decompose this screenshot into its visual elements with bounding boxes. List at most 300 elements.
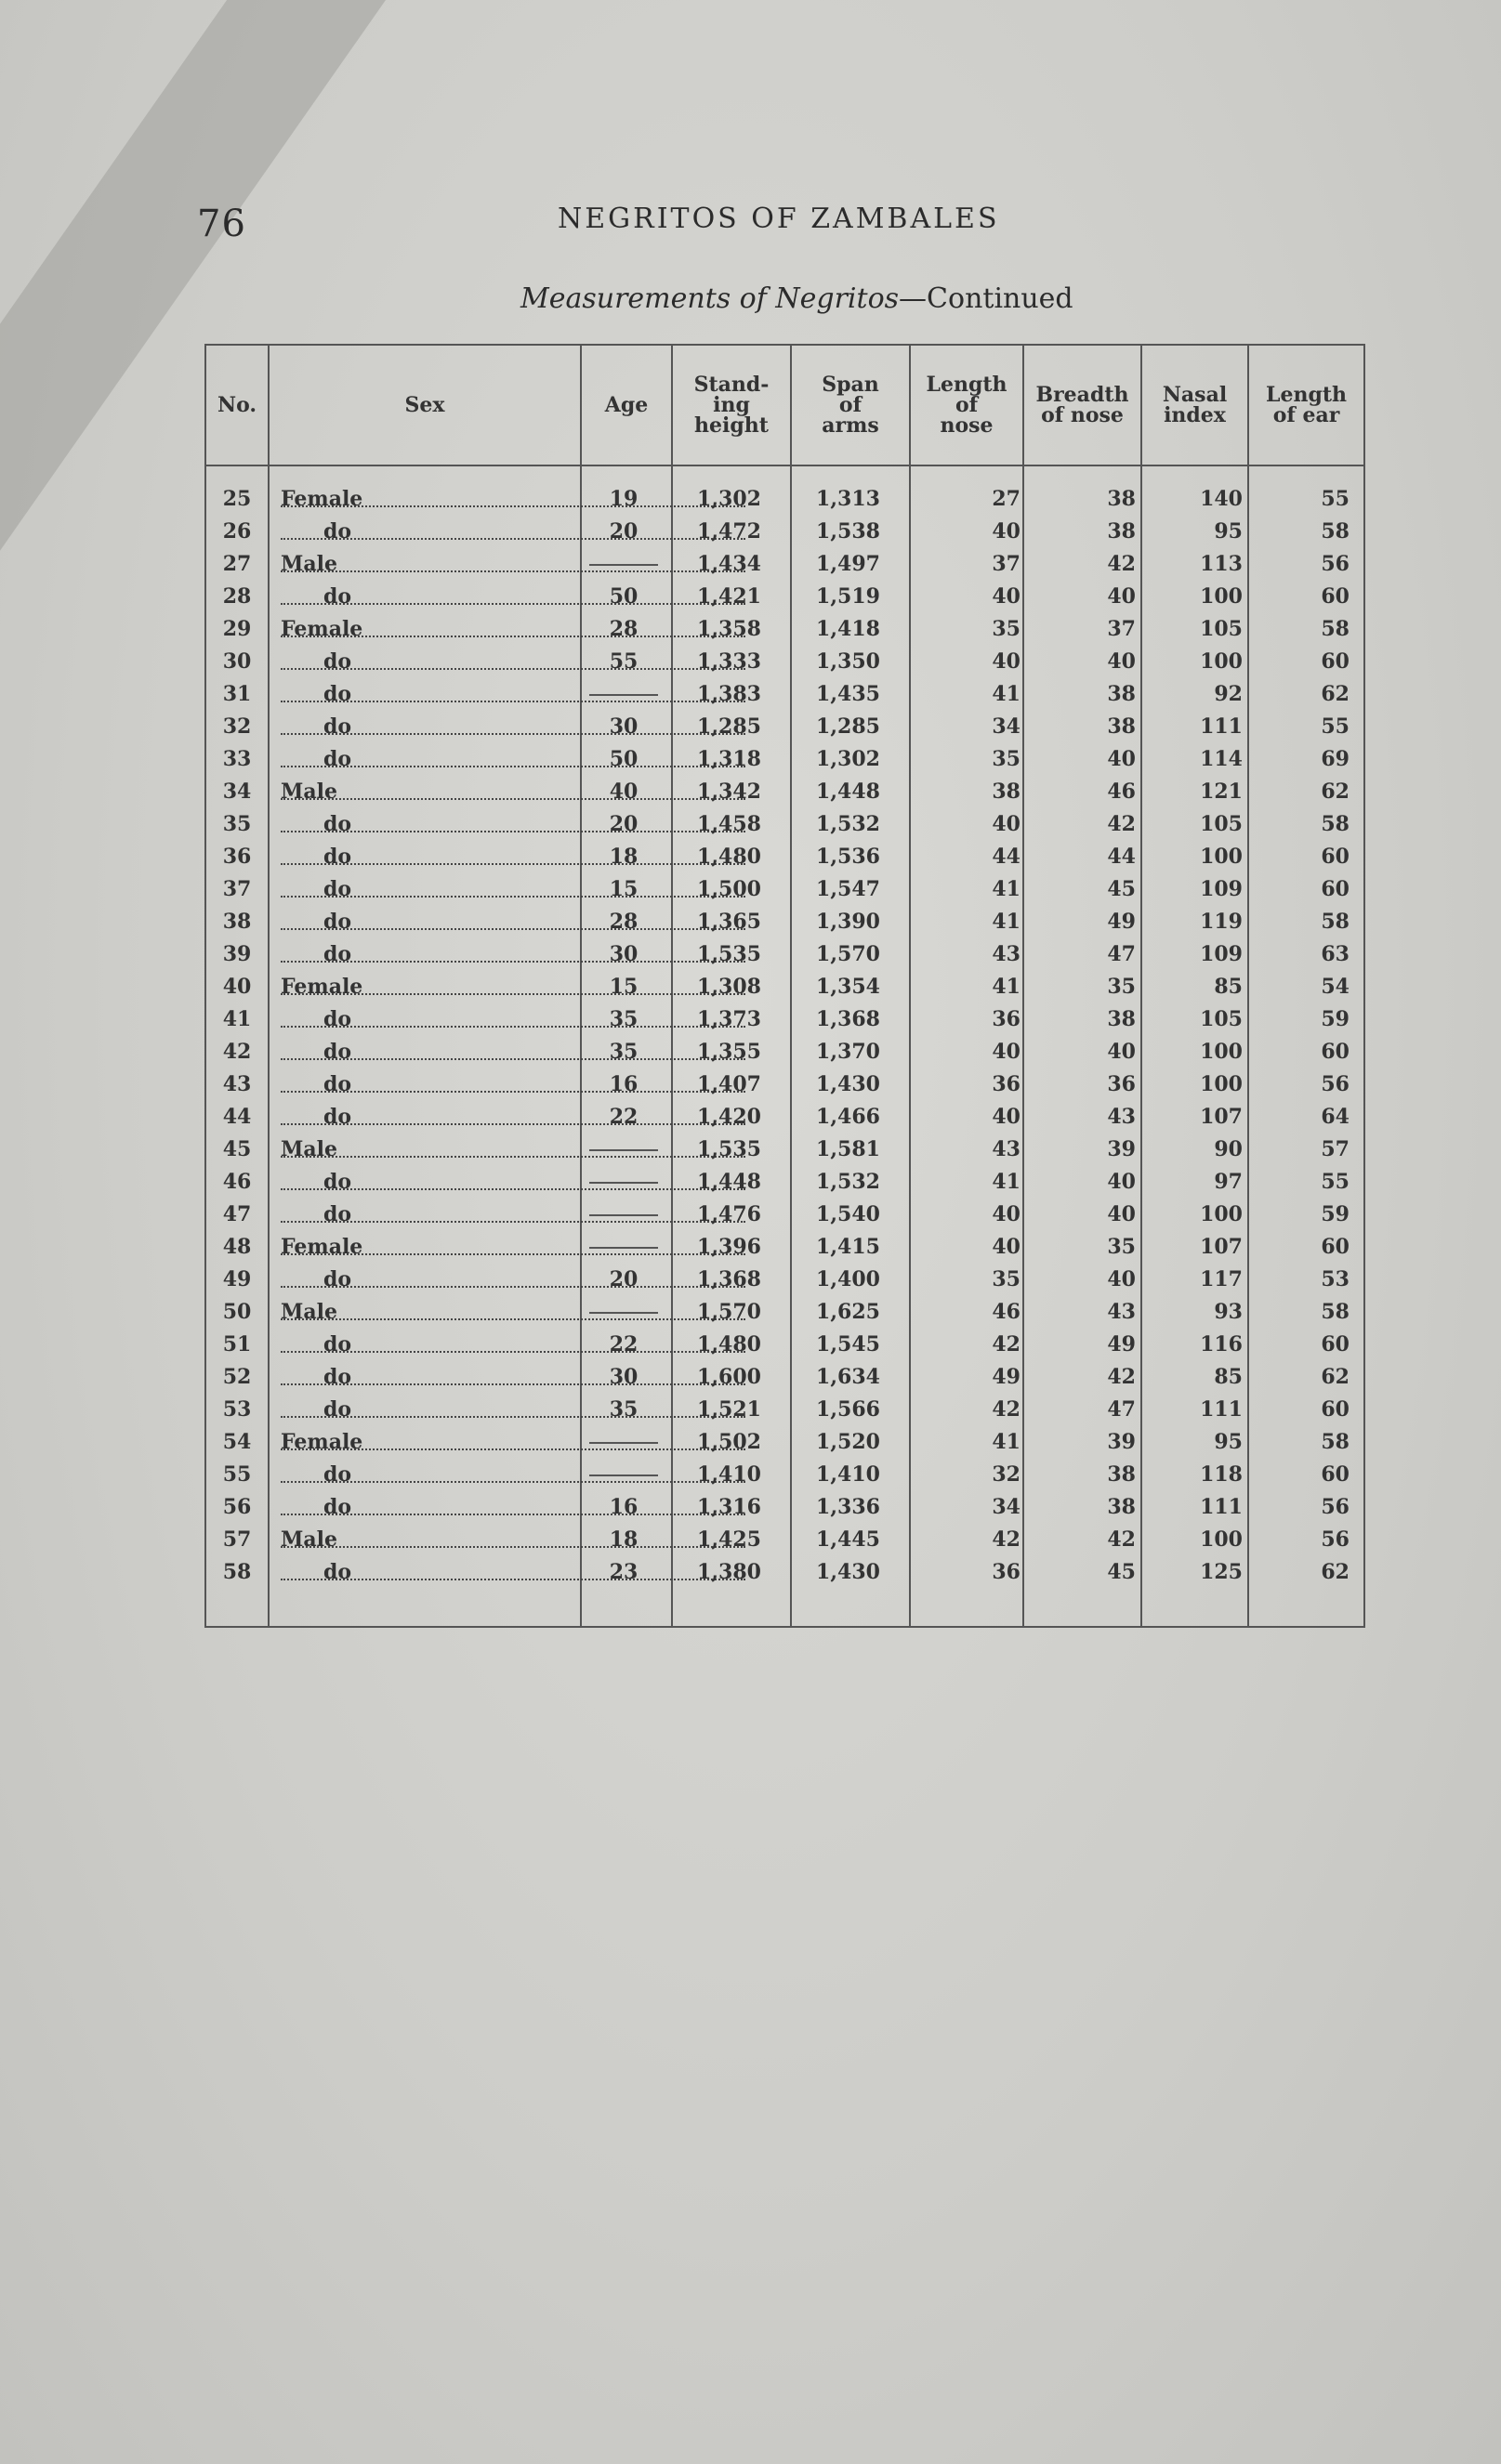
span-of-arms-value: 1,400: [816, 1267, 880, 1291]
length-of-ear-value: 56: [1321, 552, 1350, 576]
span-of-arms-value: 1,445: [816, 1527, 880, 1552]
length-of-nose-value: 40: [992, 1105, 1020, 1129]
length-of-ear-value: 56: [1321, 1527, 1350, 1552]
nasal-index-value: 111: [1200, 1397, 1243, 1422]
span-of-arms-value: 1,354: [816, 975, 880, 999]
empty-dash: [589, 564, 658, 566]
nasal-index-value: 100: [1200, 1202, 1243, 1226]
length-of-nose-value: 35: [992, 747, 1020, 771]
span-of-arms-value: 1,350: [816, 649, 880, 674]
sex-value: do: [323, 1072, 352, 1096]
standing-height-value: 1,358: [697, 617, 761, 641]
table-row: [206, 1459, 1363, 1491]
age-value: 20: [609, 1267, 639, 1291]
standing-height-value: 1,373: [697, 1007, 761, 1031]
age-value: [580, 678, 667, 711]
breadth-of-nose-value: 45: [1107, 1560, 1136, 1584]
breadth-of-nose-value: 39: [1107, 1430, 1136, 1454]
breadth-of-nose-value: 38: [1107, 487, 1136, 511]
length-of-ear-value: 60: [1321, 1040, 1350, 1064]
age-value: 50: [609, 747, 639, 771]
table-row: [206, 548, 1363, 581]
nasal-index-value: 105: [1200, 617, 1243, 641]
standing-height-value: 1,396: [697, 1235, 761, 1259]
length-of-nose-value: 41: [992, 1430, 1020, 1454]
length-of-nose-value: 49: [992, 1365, 1020, 1389]
breadth-of-nose-value: 36: [1107, 1072, 1136, 1096]
length-of-ear-value: 60: [1321, 1332, 1350, 1357]
table-row: [206, 841, 1363, 873]
standing-height-value: 1,333: [697, 649, 761, 674]
breadth-of-nose-value: 49: [1107, 1332, 1136, 1357]
length-of-nose-value: 40: [992, 649, 1020, 674]
col-header-span-of-arms: Span of arms: [790, 346, 909, 465]
row-number: 53: [222, 1397, 252, 1422]
sex-value: do: [323, 1007, 352, 1031]
sex-value: do: [323, 1397, 352, 1422]
nasal-index-value: 116: [1200, 1332, 1243, 1357]
length-of-ear-value: 55: [1321, 487, 1350, 511]
standing-height-value: 1,316: [697, 1495, 761, 1519]
length-of-nose-value: 40: [992, 812, 1020, 836]
standing-height-value: 1,302: [697, 487, 761, 511]
length-of-nose-value: 42: [992, 1397, 1020, 1422]
row-number: 33: [222, 747, 252, 771]
span-of-arms-value: 1,435: [816, 682, 880, 706]
age-value: [580, 1134, 667, 1166]
span-of-arms-value: 1,519: [816, 584, 880, 609]
span-of-arms-value: 1,625: [816, 1300, 880, 1324]
nasal-index-value: 105: [1200, 812, 1243, 836]
nasal-index-value: 90: [1214, 1137, 1243, 1161]
length-of-ear-value: 62: [1321, 780, 1350, 804]
table-row: [206, 581, 1363, 613]
length-of-ear-value: 63: [1321, 942, 1350, 966]
breadth-of-nose-value: 42: [1107, 552, 1136, 576]
empty-dash: [589, 694, 658, 696]
row-number: 46: [222, 1170, 252, 1194]
length-of-ear-value: 60: [1321, 649, 1350, 674]
nasal-index-value: 118: [1200, 1462, 1243, 1487]
nasal-index-value: 125: [1200, 1560, 1243, 1584]
breadth-of-nose-value: 38: [1107, 1007, 1136, 1031]
span-of-arms-value: 1,570: [816, 942, 880, 966]
length-of-ear-value: 58: [1321, 1430, 1350, 1454]
nasal-index-value: 119: [1200, 910, 1243, 934]
standing-height-value: 1,476: [697, 1202, 761, 1226]
row-number: 47: [222, 1202, 252, 1226]
span-of-arms-value: 1,536: [816, 845, 880, 869]
length-of-nose-value: 36: [992, 1072, 1020, 1096]
breadth-of-nose-value: 40: [1107, 584, 1136, 609]
sex-value: do: [323, 845, 352, 869]
length-of-nose-value: 41: [992, 1170, 1020, 1194]
table-row: [206, 1199, 1363, 1231]
length-of-nose-value: 41: [992, 682, 1020, 706]
sex-value: Female: [281, 975, 363, 999]
nasal-index-value: 100: [1200, 1527, 1243, 1552]
breadth-of-nose-value: 35: [1107, 1235, 1136, 1259]
standing-height-value: 1,365: [697, 910, 761, 934]
length-of-ear-value: 58: [1321, 910, 1350, 934]
length-of-nose-value: 34: [992, 1495, 1020, 1519]
standing-height-value: 1,368: [697, 1267, 761, 1291]
sex-value: do: [323, 714, 352, 739]
sex-value: do: [323, 1365, 352, 1389]
length-of-ear-value: 60: [1321, 1462, 1350, 1487]
table-header: [206, 346, 1363, 466]
length-of-ear-value: 58: [1321, 1300, 1350, 1324]
sex-value: do: [323, 1462, 352, 1487]
row-number: 36: [222, 845, 252, 869]
running-head: NEGRITOS OF ZAMBALES: [558, 203, 1000, 235]
standing-height-value: 1,570: [697, 1300, 761, 1324]
table-title-suffix: —Continued: [899, 282, 1073, 315]
length-of-nose-value: 41: [992, 877, 1020, 901]
nasal-index-value: 107: [1200, 1105, 1243, 1129]
span-of-arms-value: 1,634: [816, 1365, 880, 1389]
age-value: 19: [609, 487, 639, 511]
sex-value: Male: [281, 1527, 337, 1552]
measurements-table: [204, 344, 1365, 1628]
breadth-of-nose-value: 38: [1107, 714, 1136, 739]
length-of-nose-value: 27: [992, 487, 1020, 511]
standing-height-value: 1,380: [697, 1560, 761, 1584]
sex-value: Male: [281, 1137, 337, 1161]
sex-value: Female: [281, 617, 363, 641]
length-of-ear-value: 57: [1321, 1137, 1350, 1161]
row-number: 44: [222, 1105, 252, 1129]
nasal-index-value: 100: [1200, 1040, 1243, 1064]
age-value: [580, 1459, 667, 1491]
row-number: 41: [222, 1007, 252, 1031]
length-of-nose-value: 46: [992, 1300, 1020, 1324]
standing-height-value: 1,521: [697, 1397, 761, 1422]
nasal-index-value: 113: [1200, 552, 1243, 576]
row-number: 54: [222, 1430, 252, 1454]
length-of-nose-value: 36: [992, 1007, 1020, 1031]
length-of-nose-value: 42: [992, 1527, 1020, 1552]
age-value: 50: [609, 584, 639, 609]
standing-height-value: 1,285: [697, 714, 761, 739]
col-header-standing-height: Stand- ing height: [671, 346, 790, 465]
row-number: 26: [222, 519, 252, 544]
sex-value: do: [323, 649, 352, 674]
table-row: [206, 613, 1363, 646]
age-value: 22: [609, 1105, 639, 1129]
row-number: 58: [222, 1560, 252, 1584]
sex-value: do: [323, 942, 352, 966]
standing-height-value: 1,318: [697, 747, 761, 771]
empty-dash: [589, 1474, 658, 1476]
length-of-ear-value: 60: [1321, 1397, 1350, 1422]
length-of-ear-value: 56: [1321, 1495, 1350, 1519]
sex-value: do: [323, 1105, 352, 1129]
nasal-index-value: 117: [1200, 1267, 1243, 1291]
length-of-ear-value: 55: [1321, 1170, 1350, 1194]
standing-height-value: 1,480: [697, 845, 761, 869]
sex-value: do: [323, 877, 352, 901]
nasal-index-value: 100: [1200, 1072, 1243, 1096]
breadth-of-nose-value: 42: [1107, 1527, 1136, 1552]
row-number: 37: [222, 877, 252, 901]
table-row: [206, 743, 1363, 776]
span-of-arms-value: 1,532: [816, 1170, 880, 1194]
col-header-age: Age: [580, 346, 671, 465]
sex-value: Male: [281, 552, 337, 576]
breadth-of-nose-value: 46: [1107, 780, 1136, 804]
sex-value: do: [323, 1040, 352, 1064]
standing-height-value: 1,421: [697, 584, 761, 609]
span-of-arms-value: 1,368: [816, 1007, 880, 1031]
length-of-nose-value: 40: [992, 1235, 1020, 1259]
span-of-arms-value: 1,370: [816, 1040, 880, 1064]
length-of-ear-value: 62: [1321, 1365, 1350, 1389]
table-row: [206, 678, 1363, 711]
table-row: [206, 1491, 1363, 1524]
standing-height-value: 1,502: [697, 1430, 761, 1454]
span-of-arms-value: 1,581: [816, 1137, 880, 1161]
empty-dash: [589, 1442, 658, 1444]
age-value: 18: [609, 1527, 639, 1552]
sex-value: do: [323, 519, 352, 544]
table-row: [206, 1394, 1363, 1426]
sex-value: do: [323, 584, 352, 609]
length-of-nose-value: 40: [992, 584, 1020, 609]
table-row: [206, 971, 1363, 1003]
length-of-nose-value: 41: [992, 975, 1020, 999]
empty-dash: [589, 1312, 658, 1314]
row-number: 45: [222, 1137, 252, 1161]
table-title: [520, 282, 1073, 315]
page-number: 76: [197, 203, 246, 245]
table-row: [206, 1231, 1363, 1264]
sex-value: do: [323, 1202, 352, 1226]
nasal-index-value: 92: [1214, 682, 1243, 706]
breadth-of-nose-value: 40: [1107, 1267, 1136, 1291]
sex-value: do: [323, 1267, 352, 1291]
age-value: [580, 1199, 667, 1231]
sex-value: do: [323, 910, 352, 934]
span-of-arms-value: 1,418: [816, 617, 880, 641]
sex-value: do: [323, 682, 352, 706]
empty-dash: [589, 1182, 658, 1184]
length-of-ear-value: 62: [1321, 1560, 1350, 1584]
span-of-arms-value: 1,540: [816, 1202, 880, 1226]
age-value: 30: [609, 942, 639, 966]
breadth-of-nose-value: 43: [1107, 1105, 1136, 1129]
span-of-arms-value: 1,302: [816, 747, 880, 771]
breadth-of-nose-value: 40: [1107, 1170, 1136, 1194]
row-number: 57: [222, 1527, 252, 1552]
breadth-of-nose-value: 40: [1107, 1202, 1136, 1226]
length-of-ear-value: 59: [1321, 1007, 1350, 1031]
table-row: [206, 1524, 1363, 1556]
empty-dash: [589, 1149, 658, 1151]
span-of-arms-value: 1,415: [816, 1235, 880, 1259]
length-of-nose-value: 35: [992, 617, 1020, 641]
col-header-length-of-ear: Length of ear: [1247, 346, 1363, 465]
sex-value: do: [323, 812, 352, 836]
breadth-of-nose-value: 35: [1107, 975, 1136, 999]
length-of-nose-value: 34: [992, 714, 1020, 739]
nasal-index-value: 95: [1214, 1430, 1243, 1454]
breadth-of-nose-value: 43: [1107, 1300, 1136, 1324]
age-value: [580, 548, 667, 581]
standing-height-value: 1,480: [697, 1332, 761, 1357]
table-row: [206, 1296, 1363, 1329]
length-of-ear-value: 53: [1321, 1267, 1350, 1291]
standing-height-value: 1,308: [697, 975, 761, 999]
row-number: 52: [222, 1365, 252, 1389]
nasal-index-value: 140: [1200, 487, 1243, 511]
length-of-ear-value: 60: [1321, 584, 1350, 609]
breadth-of-nose-value: 40: [1107, 649, 1136, 674]
span-of-arms-value: 1,336: [816, 1495, 880, 1519]
span-of-arms-value: 1,448: [816, 780, 880, 804]
breadth-of-nose-value: 42: [1107, 1365, 1136, 1389]
table-row: [206, 1426, 1363, 1459]
length-of-ear-value: 55: [1321, 714, 1350, 739]
age-value: [580, 1296, 667, 1329]
nasal-index-value: 93: [1214, 1300, 1243, 1324]
length-of-ear-value: 69: [1321, 747, 1350, 771]
row-number: 48: [222, 1235, 252, 1259]
sex-value: do: [323, 1332, 352, 1357]
length-of-ear-value: 58: [1321, 812, 1350, 836]
col-header-sex: Sex: [268, 346, 580, 465]
age-value: 28: [609, 617, 639, 641]
length-of-nose-value: 44: [992, 845, 1020, 869]
row-number: 49: [222, 1267, 252, 1291]
row-number: 55: [222, 1462, 252, 1487]
span-of-arms-value: 1,545: [816, 1332, 880, 1357]
standing-height-value: 1,600: [697, 1365, 761, 1389]
row-number: 30: [222, 649, 252, 674]
table-row: [206, 938, 1363, 971]
span-of-arms-value: 1,390: [816, 910, 880, 934]
standing-height-value: 1,355: [697, 1040, 761, 1064]
age-value: 16: [609, 1495, 639, 1519]
standing-height-value: 1,535: [697, 942, 761, 966]
nasal-index-value: 109: [1200, 877, 1243, 901]
table-row: [206, 1556, 1363, 1589]
table-row: [206, 906, 1363, 938]
sex-value: Female: [281, 1430, 363, 1454]
table-title-text: Measurements of Negritos: [520, 282, 900, 315]
age-value: [580, 1231, 667, 1264]
row-number: 42: [222, 1040, 252, 1064]
table-row: [206, 1329, 1363, 1361]
standing-height-value: 1,458: [697, 812, 761, 836]
nasal-index-value: 111: [1200, 1495, 1243, 1519]
length-of-nose-value: 36: [992, 1560, 1020, 1584]
span-of-arms-value: 1,430: [816, 1072, 880, 1096]
length-of-nose-value: 32: [992, 1462, 1020, 1487]
table-row: [206, 873, 1363, 906]
age-value: [580, 1426, 667, 1459]
nasal-index-value: 100: [1200, 845, 1243, 869]
sex-value: do: [323, 1495, 352, 1519]
nasal-index-value: 109: [1200, 942, 1243, 966]
col-header-no: No.: [217, 393, 257, 417]
standing-height-value: 1,448: [697, 1170, 761, 1194]
breadth-of-nose-value: 47: [1107, 1397, 1136, 1422]
span-of-arms-value: 1,313: [816, 487, 880, 511]
sex-value: Female: [281, 487, 363, 511]
age-value: 40: [609, 780, 639, 804]
standing-height-value: 1,383: [697, 682, 761, 706]
nasal-index-value: 97: [1214, 1170, 1243, 1194]
span-of-arms-value: 1,410: [816, 1462, 880, 1487]
length-of-nose-value: 42: [992, 1332, 1020, 1357]
breadth-of-nose-value: 45: [1107, 877, 1136, 901]
nasal-index-value: 121: [1200, 780, 1243, 804]
length-of-ear-value: 56: [1321, 1072, 1350, 1096]
length-of-nose-value: 40: [992, 1040, 1020, 1064]
span-of-arms-value: 1,566: [816, 1397, 880, 1422]
nasal-index-value: 114: [1200, 747, 1243, 771]
sex-value: do: [323, 1170, 352, 1194]
length-of-ear-value: 54: [1321, 975, 1350, 999]
row-number: 38: [222, 910, 252, 934]
length-of-ear-value: 60: [1321, 1235, 1350, 1259]
table-row: [206, 1134, 1363, 1166]
age-value: 18: [609, 845, 639, 869]
sex-value: do: [323, 747, 352, 771]
age-value: 55: [609, 649, 639, 674]
table-row: [206, 1101, 1363, 1134]
breadth-of-nose-value: 37: [1107, 617, 1136, 641]
standing-height-value: 1,407: [697, 1072, 761, 1096]
row-number: 39: [222, 942, 252, 966]
age-value: 35: [609, 1397, 639, 1422]
col-header-length-of-nose: Length of nose: [909, 346, 1022, 465]
table-row: [206, 516, 1363, 548]
table-row: [206, 483, 1363, 516]
row-number: 40: [222, 975, 252, 999]
table-row: [206, 1068, 1363, 1101]
table-row: [206, 1036, 1363, 1068]
row-number: 43: [222, 1072, 252, 1096]
row-number: 28: [222, 584, 252, 609]
length-of-ear-value: 64: [1321, 1105, 1350, 1129]
breadth-of-nose-value: 38: [1107, 1495, 1136, 1519]
age-value: 16: [609, 1072, 639, 1096]
length-of-ear-value: 58: [1321, 519, 1350, 544]
nasal-index-value: 105: [1200, 1007, 1243, 1031]
nasal-index-value: 95: [1214, 519, 1243, 544]
age-value: 22: [609, 1332, 639, 1357]
nasal-index-value: 100: [1200, 584, 1243, 609]
length-of-ear-value: 60: [1321, 845, 1350, 869]
standing-height-value: 1,342: [697, 780, 761, 804]
breadth-of-nose-value: 42: [1107, 812, 1136, 836]
breadth-of-nose-value: 38: [1107, 519, 1136, 544]
standing-height-value: 1,434: [697, 552, 761, 576]
breadth-of-nose-value: 49: [1107, 910, 1136, 934]
length-of-nose-value: 38: [992, 780, 1020, 804]
breadth-of-nose-value: 38: [1107, 682, 1136, 706]
length-of-nose-value: 40: [992, 1202, 1020, 1226]
breadth-of-nose-value: 39: [1107, 1137, 1136, 1161]
age-value: 30: [609, 714, 639, 739]
length-of-nose-value: 40: [992, 519, 1020, 544]
age-value: 30: [609, 1365, 639, 1389]
table-row: [206, 1003, 1363, 1036]
breadth-of-nose-value: 38: [1107, 1462, 1136, 1487]
span-of-arms-value: 1,285: [816, 714, 880, 739]
